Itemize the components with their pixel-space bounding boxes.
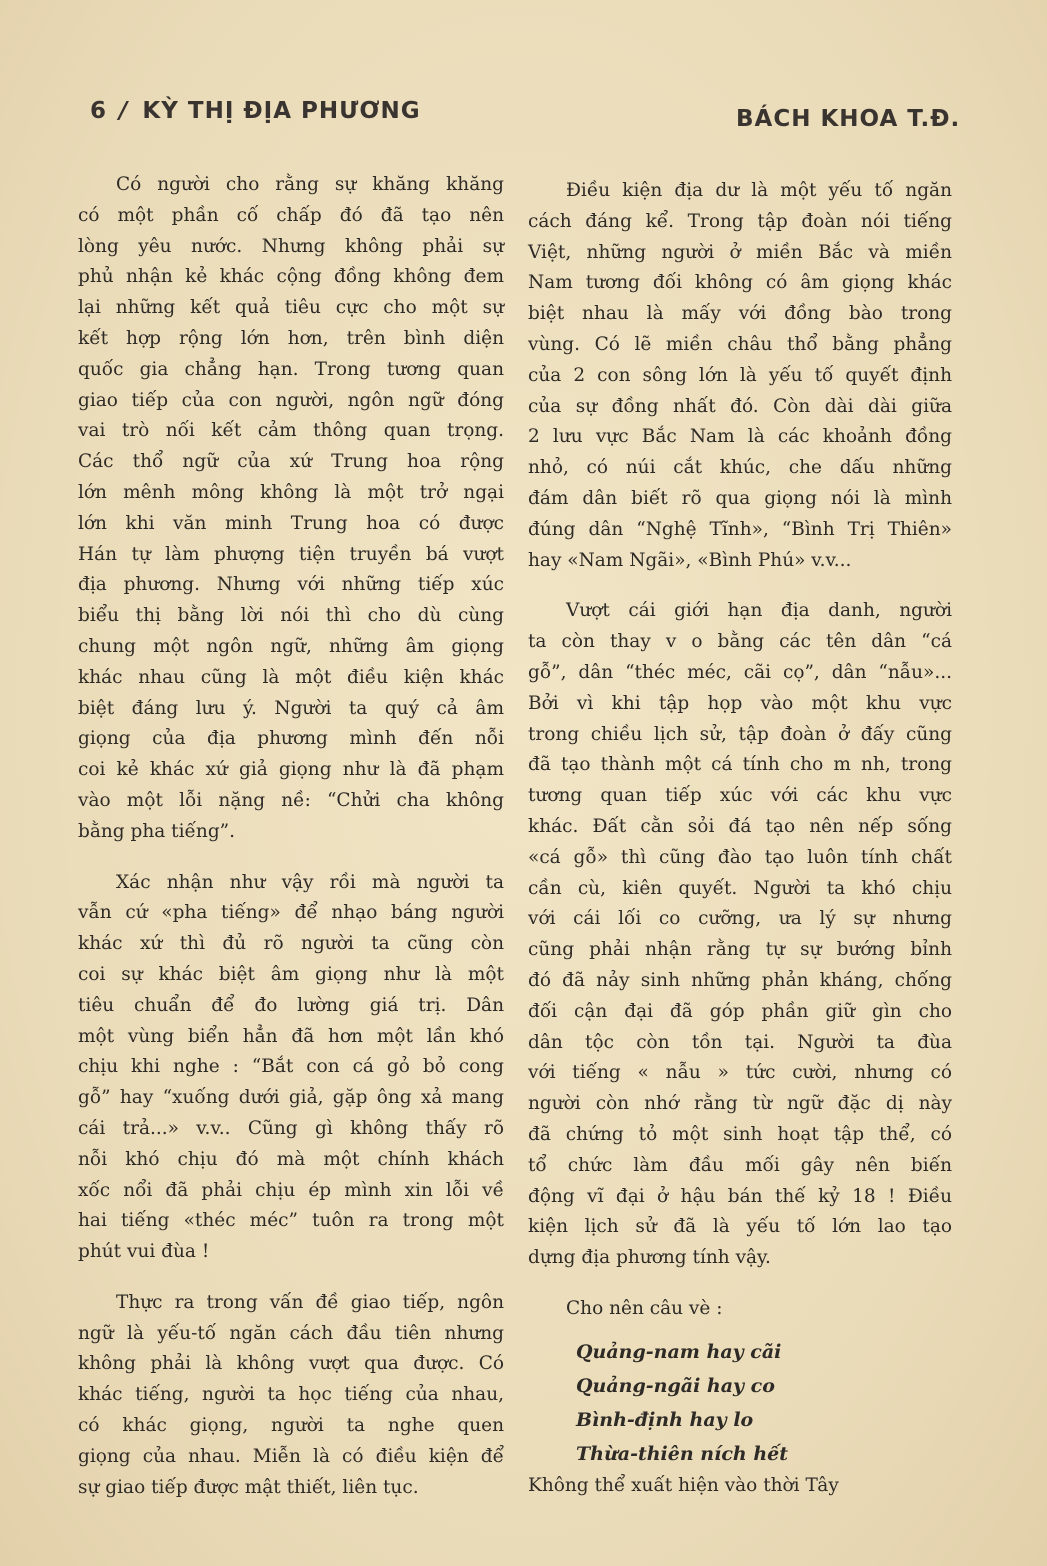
text-line: cách đáng kể. Trong tập đoàn nói tiếng — [528, 210, 952, 232]
text-line: nhỏ, có núi cắt khúc, che dấu những — [528, 457, 952, 479]
text-line: có một phần cố chấp đó đã tạo nên — [78, 204, 504, 226]
text-line: khác. Đất cằn sỏi đá tạo nên nếp sống — [528, 815, 952, 837]
text-line: cái trả...» v.v.. Cũng gì không thấy rõ — [78, 1117, 504, 1139]
text-line: giọng của địa phương mình đến nỗi — [78, 728, 504, 750]
poem — [576, 1335, 952, 1471]
text-line: coi kẻ khác xứ giả giọng như là đã phạm — [78, 759, 504, 781]
text-line: Xác nhận như vậy rồi mà người ta — [116, 871, 504, 893]
text-line: hai tiếng «théc méc” tuôn ra trong một — [78, 1210, 504, 1232]
paragraph — [528, 1471, 952, 1502]
text-line: cần cù, kiên quyết. Người ta khó chịu — [528, 877, 952, 899]
text-line: gỗ” hay “xuống dưới giả, gặp ông xả mang — [78, 1087, 504, 1109]
left-column — [78, 170, 504, 1503]
text-line: vùng. Có lẽ miền châu thổ bằng phẳng — [528, 333, 952, 355]
text-line: cũng phải nhận rằng tự sự bướng bỉnh — [528, 939, 952, 961]
text-line: tổ chức làm đầu mối gây nên biến — [528, 1154, 952, 1176]
text-line: lại những kết quả tiêu cực cho một sự — [78, 297, 504, 319]
running-header — [90, 98, 421, 124]
section-title: KỲ THỊ ĐỊA PHƯƠNG — [142, 98, 421, 124]
text-line: với cái lối co cưỡng, ưa lý sự nhưng — [528, 908, 952, 930]
text-line: không phải là không vượt qua được. Có — [78, 1353, 504, 1375]
text-line: 2 lưu vực Bắc Nam là các khoảnh đồng — [528, 426, 952, 448]
text-line: đã tạo thành một cá tính cho m nh, trong — [528, 754, 952, 776]
text-line: lòng yêu nước. Nhưng không phải sự — [78, 235, 504, 257]
text-line: một vùng biển hẳn đã hơn một lần khó — [78, 1025, 504, 1047]
text-line: khác nhau cũng là một điều kiện khác — [78, 666, 504, 688]
text-line: phút vui đùa ! — [78, 1241, 210, 1263]
text-line: đối cận đại đã góp phần giữ gìn cho — [528, 1000, 952, 1022]
text-line: đó đã nảy sinh những phản kháng, chống — [528, 969, 952, 991]
text-line: vẫn cứ «pha tiếng» để nhạo báng người — [78, 902, 504, 924]
paragraph — [78, 1288, 504, 1504]
text-line: lớn mênh mông không là một trở ngại — [78, 481, 504, 503]
text-line: kiện lịch sử đã là yếu tố lớn lao tạo — [528, 1216, 952, 1238]
text-line: gỗ”, dân “théc méc, cãi cọ”, dân “nẫu»... — [528, 661, 952, 683]
publication-title: BÁCH KHOA T.Đ. — [736, 106, 961, 132]
page-number: 6 — [90, 98, 108, 124]
poem-line: Quảng-ngãi hay co — [576, 1374, 775, 1397]
text-line: chung một ngôn ngữ, những âm giọng — [78, 635, 504, 657]
paragraph — [528, 1294, 952, 1325]
text-line: vai trò nối kết cảm thông quan trọng. — [78, 420, 504, 442]
text-line: coi sự khác biệt âm giọng như là một — [78, 963, 504, 985]
text-line: ngữ là yếu-tố ngăn cách đầu tiên nhưng — [78, 1322, 504, 1344]
text-line: xốc nổi đã phải chịu ép mình xin lỗi về — [78, 1179, 504, 1201]
text-line: giao tiếp của con người, ngôn ngữ đóng — [78, 389, 504, 411]
text-line: giọng của nhau. Miễn là có điều kiện để — [78, 1445, 504, 1467]
text-line: dựng địa phương tính vậy. — [528, 1247, 771, 1269]
text-line: của sự đồng nhất đó. Còn dài dài giữa — [528, 395, 952, 417]
text-line: Thực ra trong vấn đề giao tiếp, ngôn — [116, 1291, 504, 1313]
text-line: biệt nhau là mấy với đồng bào trong — [528, 303, 952, 325]
paragraph — [78, 170, 504, 848]
text-line: trong chiều lịch sử, tập đoàn ở đấy cũng — [528, 723, 952, 745]
paragraph — [528, 596, 952, 1274]
text-line: «cá gỗ» thì cũng đào tạo luôn tính chất — [528, 846, 952, 868]
text-line: Có người cho rằng sự khăng khăng — [116, 174, 504, 195]
text-line: với tiếng « nẫu » tức cười, nhưng có — [528, 1062, 952, 1084]
text-line: Bởi vì khi tập họp vào một khu vực — [528, 692, 952, 714]
text-line: động vĩ đại ở hậu bán thế kỷ 18 ! Điều — [528, 1185, 952, 1207]
text-line: khác tiếng, người ta học tiếng của nhau, — [78, 1384, 504, 1406]
paragraph — [528, 176, 952, 576]
text-line: Các thổ ngữ của xứ Trung hoa rộng — [78, 451, 504, 473]
text-line: dân tộc còn tồn tại. Người ta đùa — [528, 1031, 952, 1053]
poem-line: Quảng-nam hay cãi — [576, 1340, 782, 1363]
text-line: quốc gia chẳng hạn. Trong tương quan — [78, 358, 504, 380]
text-line: đúng dân “Nghệ Tĩnh», “Bình Trị Thiên» — [528, 518, 952, 540]
header-separator: / — [119, 98, 129, 124]
right-column — [528, 176, 952, 1501]
text-line: có khác giọng, người ta nghe quen — [78, 1415, 504, 1437]
text-line: bằng pha tiếng”. — [78, 820, 236, 842]
text-line: biệt đáng lưu ý. Người ta quý cả âm — [78, 697, 504, 719]
text-line: nỗi khó chịu đó mà một chính khách — [78, 1148, 504, 1170]
text-line: lớn khi văn minh Trung hoa có được — [78, 512, 504, 534]
text-line: Điều kiện địa dư là một yếu tố ngăn — [566, 180, 952, 201]
text-line: Việt, những người ở miền Bắc và miền — [528, 241, 952, 263]
text-line: Cho nên câu vè : — [566, 1297, 723, 1319]
text-line: người còn nhớ rằng từ ngữ đặc dị này — [528, 1093, 952, 1115]
text-line: phủ nhận kẻ khác cộng đồng không đem — [78, 266, 504, 288]
text-line: Không thể xuất hiện vào thời Tây — [528, 1474, 839, 1496]
poem-line: Thừa-thiên ních hết — [576, 1442, 788, 1465]
paragraph — [78, 868, 504, 1268]
text-line: tương quan tiếp xúc với các khu vực — [528, 785, 952, 807]
text-line: khác xứ thì đủ rõ người ta cũng còn — [78, 933, 504, 955]
text-line: địa phương. Nhưng với những tiếp xúc — [78, 574, 504, 596]
text-line: kết hợp rộng lớn hơn, trên bình diện — [78, 327, 504, 349]
text-line: tiêu chuẩn để đo lường giá trị. Dân — [78, 994, 504, 1016]
text-line: Vượt cái giới hạn địa danh, người — [566, 600, 952, 622]
text-line: biểu thị bằng lời nói thì cho dù cùng — [78, 605, 504, 627]
text-line: sự giao tiếp được mật thiết, liên tục. — [78, 1476, 419, 1498]
text-line: ta còn thay v o bằng các tên dân “cá — [528, 631, 952, 653]
text-line: đám dân biết rõ qua giọng nói là mình — [528, 487, 952, 509]
text-line: hay «Nam Ngãi», «Bình Phú» v.v... — [528, 549, 852, 571]
text-line: chịu khi nghe : “Bắt con cá gỏ bỏ cong — [78, 1056, 504, 1078]
text-line: Nam tương đối không có âm giọng khác — [528, 272, 952, 294]
text-line: đã chứng tỏ một sinh hoạt tập thể, có — [528, 1123, 952, 1145]
text-line: của 2 con sông lớn là yếu tố quyết định — [528, 364, 952, 386]
poem-line: Bình-định hay lo — [576, 1408, 754, 1431]
text-line: vào một lỗi nặng nề: “Chửi cha không — [78, 789, 504, 811]
text-line: Hán tự làm phượng tiện truyền bá vượt — [78, 543, 504, 565]
